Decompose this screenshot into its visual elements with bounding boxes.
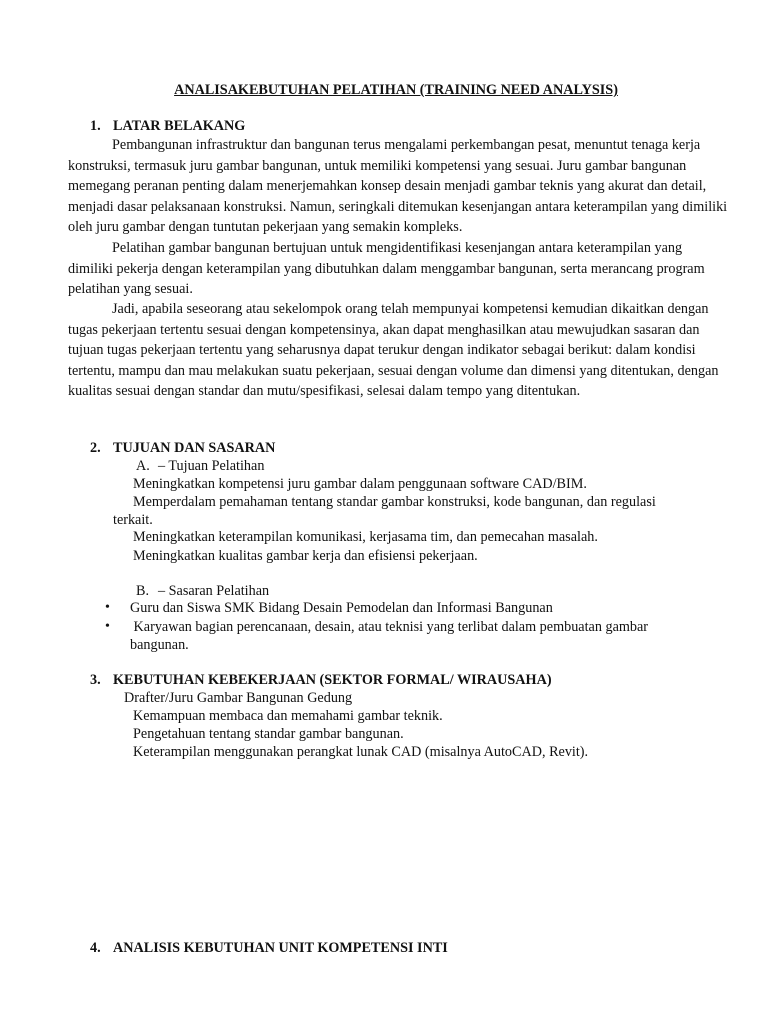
part-b-label: B. xyxy=(136,583,150,599)
tujuan-item-1: Meningkatkan kompetensi juru gambar dalam penggunaan software CAD/BIM. xyxy=(133,476,587,492)
section-3-number: 3. xyxy=(90,672,101,688)
section-1-paragraph-2 xyxy=(68,238,728,300)
section-1-paragraph-1 xyxy=(68,135,728,238)
tujuan-item-2-continued: terkait. xyxy=(113,512,153,528)
bullet-icon: • xyxy=(105,600,110,615)
tujuan-item-4: Meningkatkan kualitas gambar kerja dan efisiensi pekerjaan. xyxy=(133,548,478,564)
part-b-title: – Sasaran Pelatihan xyxy=(158,583,270,599)
section-1-paragraph-3 xyxy=(68,299,728,402)
section-3-heading: KEBUTUHAN KEBEKERJAAN (SEKTOR FORMAL/ WIRAUSAHA) xyxy=(113,672,552,688)
section-1-paragraph-1-text: Pembangunan infrastruktur dan bangunan terus mengalami perkembangan pesat, menuntut tenaga kerja konstruksi, termasuk juru gambar bangunan, untuk memiliki kompetensi yang sesuai. Juru gambar bangunan memegang peranan penting dalam menerjemahkan konsep desain menjadi gambar teknis yang akurat dan detail, menjadi dasar pelaksanaan konstruksi. Namun, seringkali ditemukan kesenjangan antara keterampilan yang dimiliki oleh juru gambar dengan tuntutan pekerjaan yang semakin kompleks. xyxy=(68,137,728,235)
bullet-icon: • xyxy=(105,619,110,634)
section-1-heading: LATAR BELAKANG xyxy=(113,118,246,134)
kebutuhan-item-2: Pengetahuan tentang standar gambar bangunan. xyxy=(133,726,404,742)
section-1-number: 1. xyxy=(90,118,101,134)
kebutuhan-item-1: Kemampuan membaca dan memahami gambar teknik. xyxy=(133,708,443,724)
section-1-paragraph-3-text: Jadi, apabila seseorang atau sekelompok orang telah mempunyai kompetensi kemudian dikaitkan dengan tugas pekerjaan tertentu sesuai dengan kompetensinya, akan dapat menghasilkan atau mewujudkan sasaran dan tujuan tugas pekerjaan tertentu yang seharusnya dapat terukur dengan indikator sebagai berikut: dalam kondisi tertentu, mampu dan mau melakukan suatu pekerjaan, sesuai dengan volume dan dimensi yang ditentukan, dengan kualitas sesuai dengan standar dan mutu/spesifikasi, selesai dalam tempo yang ditentukan. xyxy=(68,301,719,399)
section-4-number: 4. xyxy=(90,940,101,956)
part-a-title: – Tujuan Pelatihan xyxy=(158,458,265,474)
sasaran-item-1: Guru dan Siswa SMK Bidang Desain Pemodelan dan Informasi Bangunan xyxy=(130,600,553,616)
tujuan-item-2: Memperdalam pemahaman tentang standar gambar konstruksi, kode bangunan, dan regulasi xyxy=(133,494,656,510)
sasaran-item-2-continued: bangunan. xyxy=(130,637,189,653)
section-2-heading: TUJUAN DAN SASARAN xyxy=(113,440,276,456)
document-title: ANALISAKEBUTUHAN PELATIHAN (TRAINING NEED ANALYSIS) xyxy=(174,82,618,98)
section-1-paragraph-2-text: Pelatihan gambar bangunan bertujuan untuk mengidentifikasi kesenjangan antara keterampilan yang dimiliki pekerja dengan keterampilan yang dibutuhkan dalam menggambar bangunan, serta merancang program pelatihan yang sesuai. xyxy=(68,240,705,297)
section-3-subtitle: Drafter/Juru Gambar Bangunan Gedung xyxy=(124,690,353,706)
tujuan-item-3: Meningkatkan keterampilan komunikasi, kerjasama tim, dan pemecahan masalah. xyxy=(133,529,598,545)
sasaran-item-2: Karyawan bagian perencanaan, desain, atau teknisi yang terlibat dalam pembuatan gambar xyxy=(130,619,649,635)
section-2-number: 2. xyxy=(90,440,101,456)
section-4-heading: ANALISIS KEBUTUHAN UNIT KOMPETENSI INTI xyxy=(113,940,448,956)
kebutuhan-item-3: Keterampilan menggunakan perangkat lunak CAD (misalnya AutoCAD, Revit). xyxy=(133,744,589,760)
part-a-label: A. xyxy=(136,458,150,474)
